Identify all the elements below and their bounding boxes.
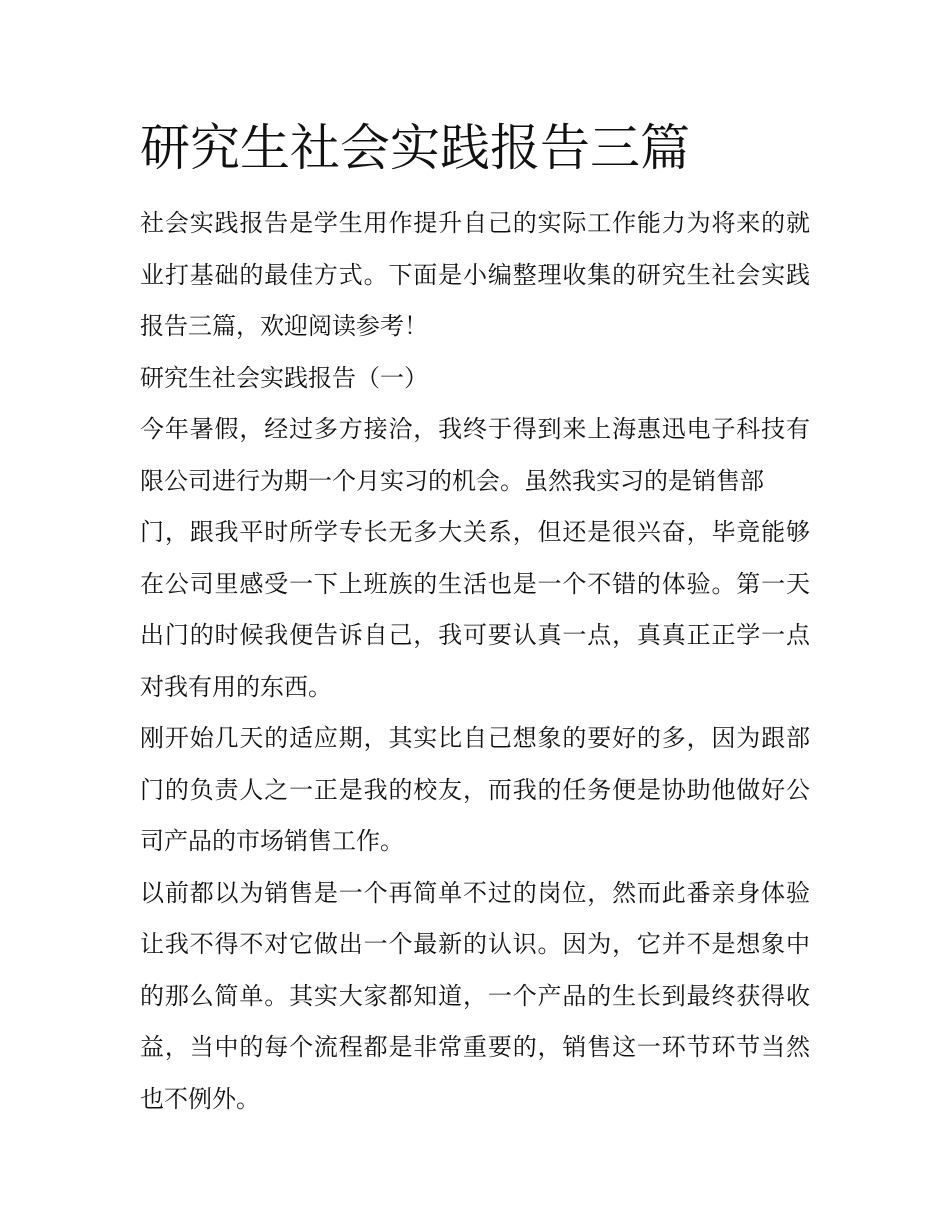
text-line: 以前都以为销售是一个再简单不过的岗位，然而此番亲身体验 [140,878,810,907]
text-line: 益，当中的每个流程都是非常重要的，销售这一环节环节当然 [140,1033,810,1061]
text-line: 司产品的市场销售工作。 [140,827,404,855]
text-line: 刚开始几天的适应期，其实比自己想象的要好的多，因为跟部 [140,724,810,752]
text-line: 门的负责人之一正是我的校友，而我的任务便是协助他做好公 [140,775,810,804]
text-line: 出门的时候我便告诉自己，我可要认真一点，真真正正学一点 [140,621,810,649]
document-body [140,198,810,1125]
text-line: 在公司里感受一下上班族的生活也是一个不错的体验。第一天 [140,569,810,598]
text-line: 门，跟我平时所学专长无多大关系，但还是很兴奋，毕竟能够 [140,518,810,546]
text-line: 社会实践报告是学生用作提升自己的实际工作能力为将来的就 [140,209,810,237]
text-line: 让我不得不对它做出一个最新的认识。因为，它并不是想象中 [140,930,810,958]
document-title: 研究生社会实践报告三篇 [140,119,690,177]
text-line: 对我有用的东西。 [140,672,332,701]
text-line: 业打基础的最佳方式。下面是小编整理收集的研究生社会实践 [140,260,810,289]
text-line: 研究生社会实践报告（一） [140,363,428,392]
text-line: 的那么简单。其实大家都知道，一个产品的生长到最终获得收 [140,981,810,1010]
text-line: 限公司进行为期一个月实习的机会。虽然我实习的是销售部 [140,466,764,495]
text-line: 报告三篇，欢迎阅读参考！ [140,312,428,340]
text-line: 今年暑假，经过多方接洽，我终于得到来上海惠迅电子科技有 [140,415,810,443]
text-line: 也不例外。 [140,1084,260,1113]
